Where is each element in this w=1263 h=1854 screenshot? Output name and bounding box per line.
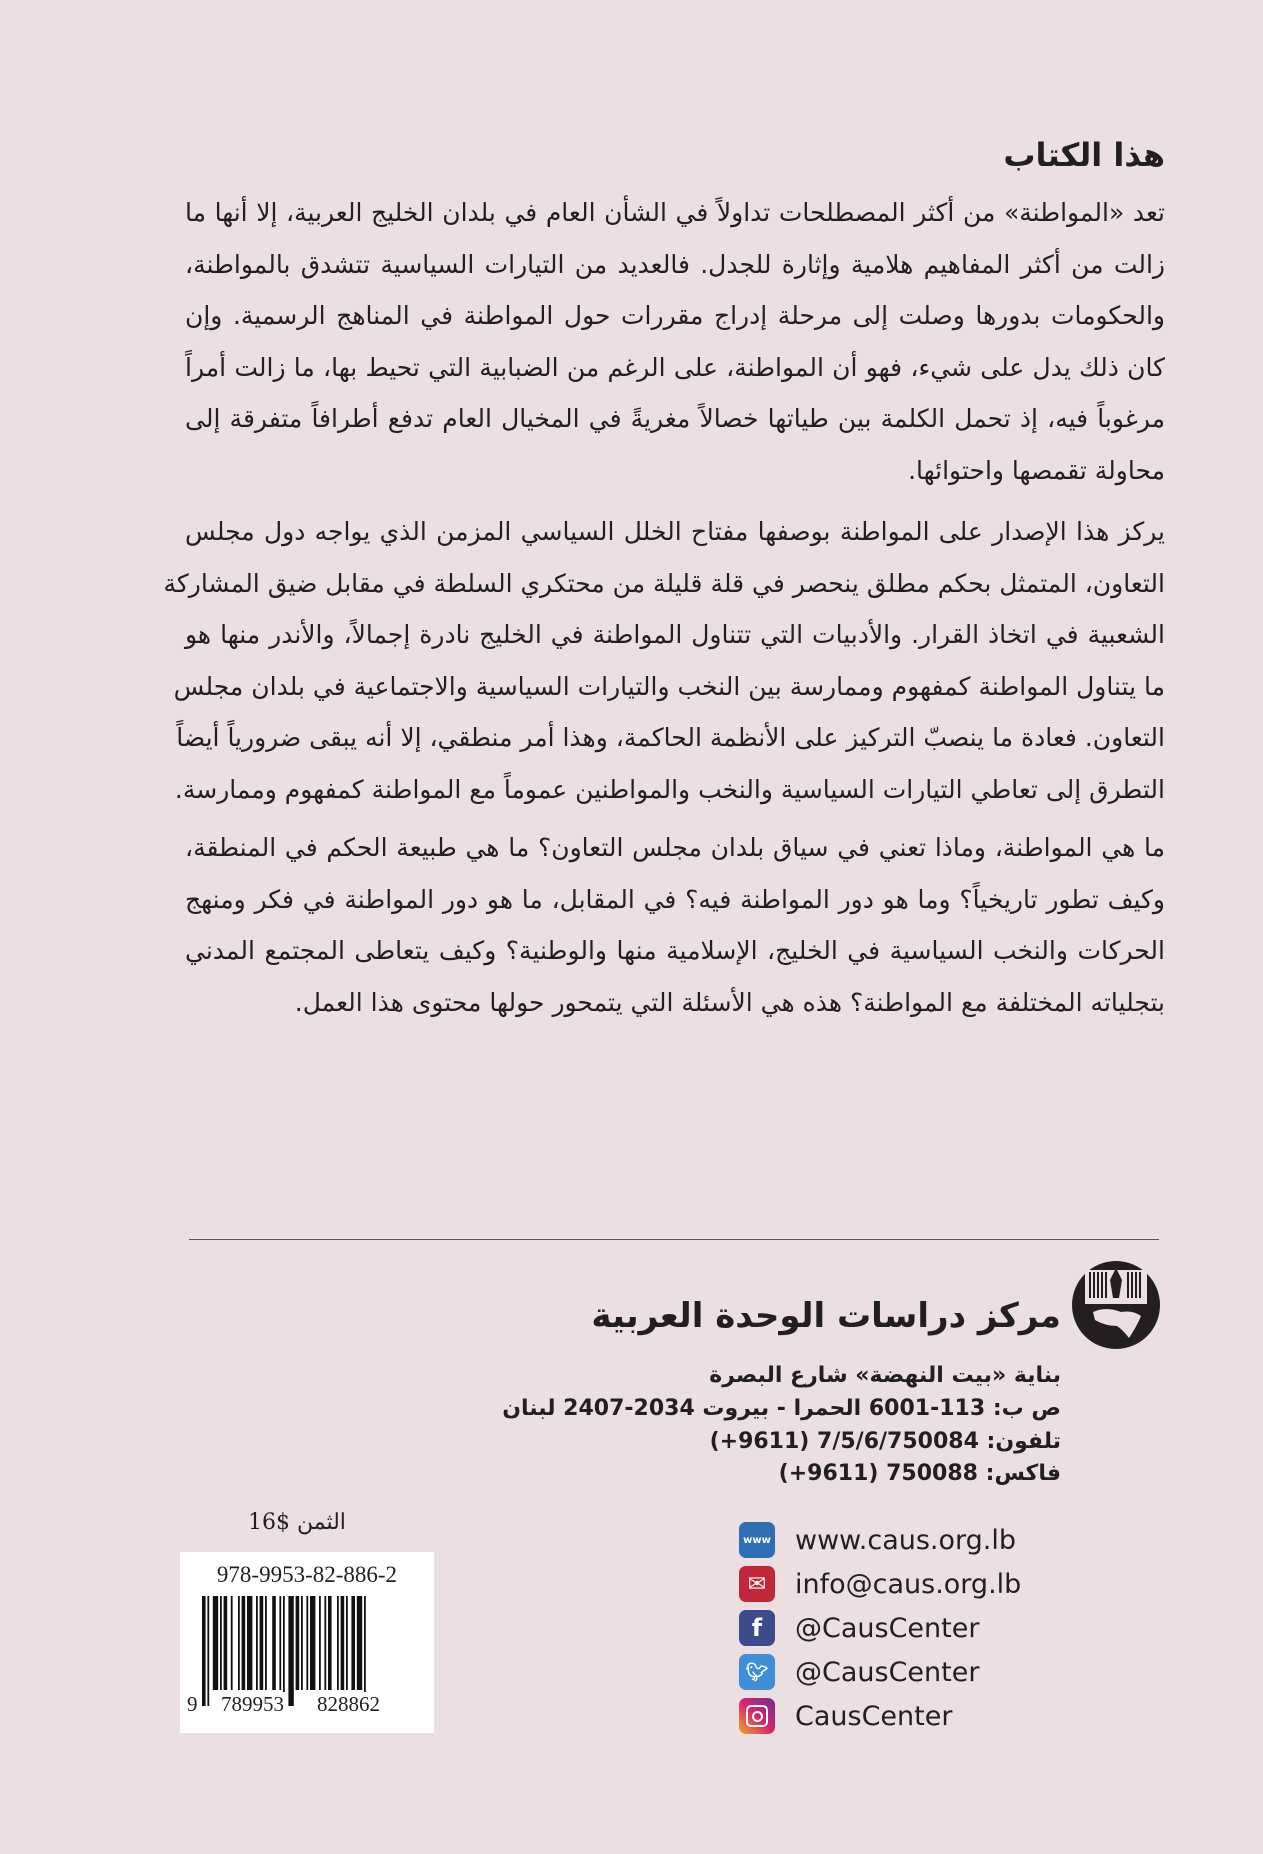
barcode-bars	[202, 1596, 412, 1706]
isbn-barcode	[180, 1552, 434, 1733]
paragraph-1	[185, 187, 1165, 496]
text-line: التعاون. فعادة ما ينصبّ التركيز على الأنظمة الحاكمة، وهذا أمر منطقي، إلا أنه يبقى ضرورياً أيضاً	[176, 723, 1165, 752]
barcode-bar	[224, 1596, 228, 1690]
barcode-bar	[260, 1596, 264, 1690]
website-link[interactable]	[739, 1520, 1016, 1560]
paragraph-2	[163, 506, 1165, 815]
barcode-bar	[306, 1596, 308, 1690]
barcode-bar	[288, 1596, 293, 1706]
text-line: الحركات والنخب السياسية في الخليج، الإسلامية منها والوطنية؟ وكيف يتعاطى المجتمع المدني	[185, 936, 1165, 965]
text-line: يركز هذا الإصدار على المواطنة بوصفها مفتاح الخلل السياسي المزمن الذي يواجه دول مجلس	[185, 517, 1165, 546]
publisher-logo	[1071, 1260, 1161, 1350]
barcode-bar	[324, 1596, 326, 1690]
barcode-bar	[231, 1596, 233, 1690]
facebook-link[interactable]	[739, 1608, 979, 1648]
barcode-bar	[319, 1596, 321, 1690]
publisher-address: بناية «بيت النهضة» شارع البصرة	[709, 1363, 1061, 1388]
text-line: محاولة تقمصها واحتوائها.	[908, 455, 1165, 485]
facebook-text: @CausCenter	[795, 1612, 980, 1644]
email-text: info@caus.org.lb	[795, 1568, 1022, 1600]
barcode-bar	[247, 1596, 252, 1690]
barcode-bar	[242, 1596, 246, 1690]
barcode-bar	[279, 1596, 281, 1690]
instagram-icon	[739, 1698, 775, 1734]
twitter-link[interactable]	[739, 1652, 979, 1692]
barcode-bar	[351, 1596, 355, 1690]
barcode-bar	[213, 1596, 218, 1690]
barcode-bar	[301, 1596, 303, 1690]
publisher-po-box: ص ب: 113-6001 الحمرا - بيروت 2034-2407 لبنان	[502, 1396, 1061, 1421]
barcode-bar	[272, 1596, 276, 1690]
twitter-icon: 🐦︎	[739, 1654, 775, 1690]
barcode-bar	[328, 1596, 332, 1690]
barcode-bar	[283, 1596, 285, 1706]
barcode-bar	[346, 1596, 348, 1690]
mail-icon: ✉	[739, 1566, 775, 1602]
barcode-bar	[265, 1596, 267, 1690]
text-line: والحكومات بدورها وصلت إلى مرحلة إدراج مقررات حول المواطنة في المناهج الرسمية. وإن	[185, 301, 1165, 330]
publisher-phone: تلفون: 7/5/6/750084 (9611+)	[709, 1429, 1061, 1454]
text-line: زالت من أكثر المفاهيم هلامية وإثارة للجدل. فالعديد من التيارات السياسية تتشدق بالمواطنة،	[185, 249, 1165, 279]
barcode-bar	[207, 1596, 209, 1706]
publisher-fax: فاكس: 750088 (9611+)	[778, 1461, 1061, 1486]
barcode-digits-left: 789953	[221, 1692, 284, 1716]
barcode-bar	[357, 1596, 362, 1690]
text-line: ما يتناول المواطنة كمفهوم وممارسة بين النخب والتيارات السياسية والاجتماعية في بلدان مجلس	[173, 671, 1165, 701]
text-line: ما هي المواطنة، وماذا تعني في سياق بلدان مجلس التعاون؟ ما هي طبيعة الحكم في المنطقة،	[185, 833, 1165, 862]
barcode-digit-first: 9	[187, 1692, 198, 1716]
website-text: www.caus.org.lb	[795, 1524, 1017, 1556]
text-line: كان ذلك يدل على شيء، فهو أن المواطنة، على الرغم من الضبابية التي تحيط بها، ما زالت أمراً	[185, 352, 1165, 382]
text-line: مرغوباً فيه، إذ تحمل الكلمة بين طياتها خصالاً مغريةً في المخيال العام تدفع أطرافاً متفرقة إلى	[185, 404, 1165, 433]
barcode-bar	[202, 1596, 206, 1706]
paragraph-3	[185, 822, 1165, 1028]
text-line: وكيف تطور تاريخياً؟ وما هو دور المواطنة فيه؟ في المقابل، ما هو دور المواطنة في فكر ومنهج	[185, 884, 1165, 914]
facebook-icon: f	[739, 1610, 775, 1646]
globe-icon: www	[739, 1522, 775, 1558]
text-line: بتجلياته المختلفة مع المواطنة؟ هذه هي الأسئلة التي يتمحور حولها محتوى هذا العمل.	[294, 987, 1165, 1017]
barcode-bar	[220, 1596, 222, 1690]
twitter-text: @CausCenter	[795, 1656, 980, 1688]
price-label: الثمن $16	[248, 1510, 346, 1535]
barcode-bar	[341, 1596, 345, 1690]
section-heading: هذا الكتاب	[1003, 136, 1165, 174]
barcode-bar	[310, 1596, 315, 1690]
barcode-bar	[364, 1596, 366, 1706]
barcode-bar	[296, 1596, 300, 1690]
barcode-bar	[337, 1596, 339, 1690]
text-line: الشعبية في اتخاذ القرار. والأدبيات التي تتناول المواطنة في الخليج نادرة إجمالاً، والأندر منها هو	[185, 620, 1165, 649]
isbn-number: 978-9953-82-886-2	[216, 1562, 398, 1587]
text-line: التعاون، المتمثل بحكم مطلق ينحصر في قلة قليلة من محتكري السلطة في مقابل ضيق المشاركة	[163, 568, 1165, 598]
publisher-name: مركز دراسات الوحدة العربية	[591, 1296, 1061, 1336]
barcode-bar	[238, 1596, 240, 1690]
instagram-text: CausCenter	[795, 1700, 953, 1732]
text-line: التطرق إلى تعاطي التيارات السياسية والنخب والمواطنين عموماً مع المواطنة كمفهوم وممارسة.	[174, 774, 1165, 804]
barcode-digits-right: 828862	[317, 1692, 380, 1716]
email-link[interactable]	[739, 1564, 1021, 1604]
divider	[189, 1239, 1159, 1240]
barcode-bar	[256, 1596, 258, 1690]
instagram-link[interactable]	[739, 1696, 952, 1736]
text-line: تعد «المواطنة» من أكثر المصطلحات تداولاً في الشأن العام في بلدان الخليج العربية، إلا أنها ما	[185, 198, 1165, 227]
